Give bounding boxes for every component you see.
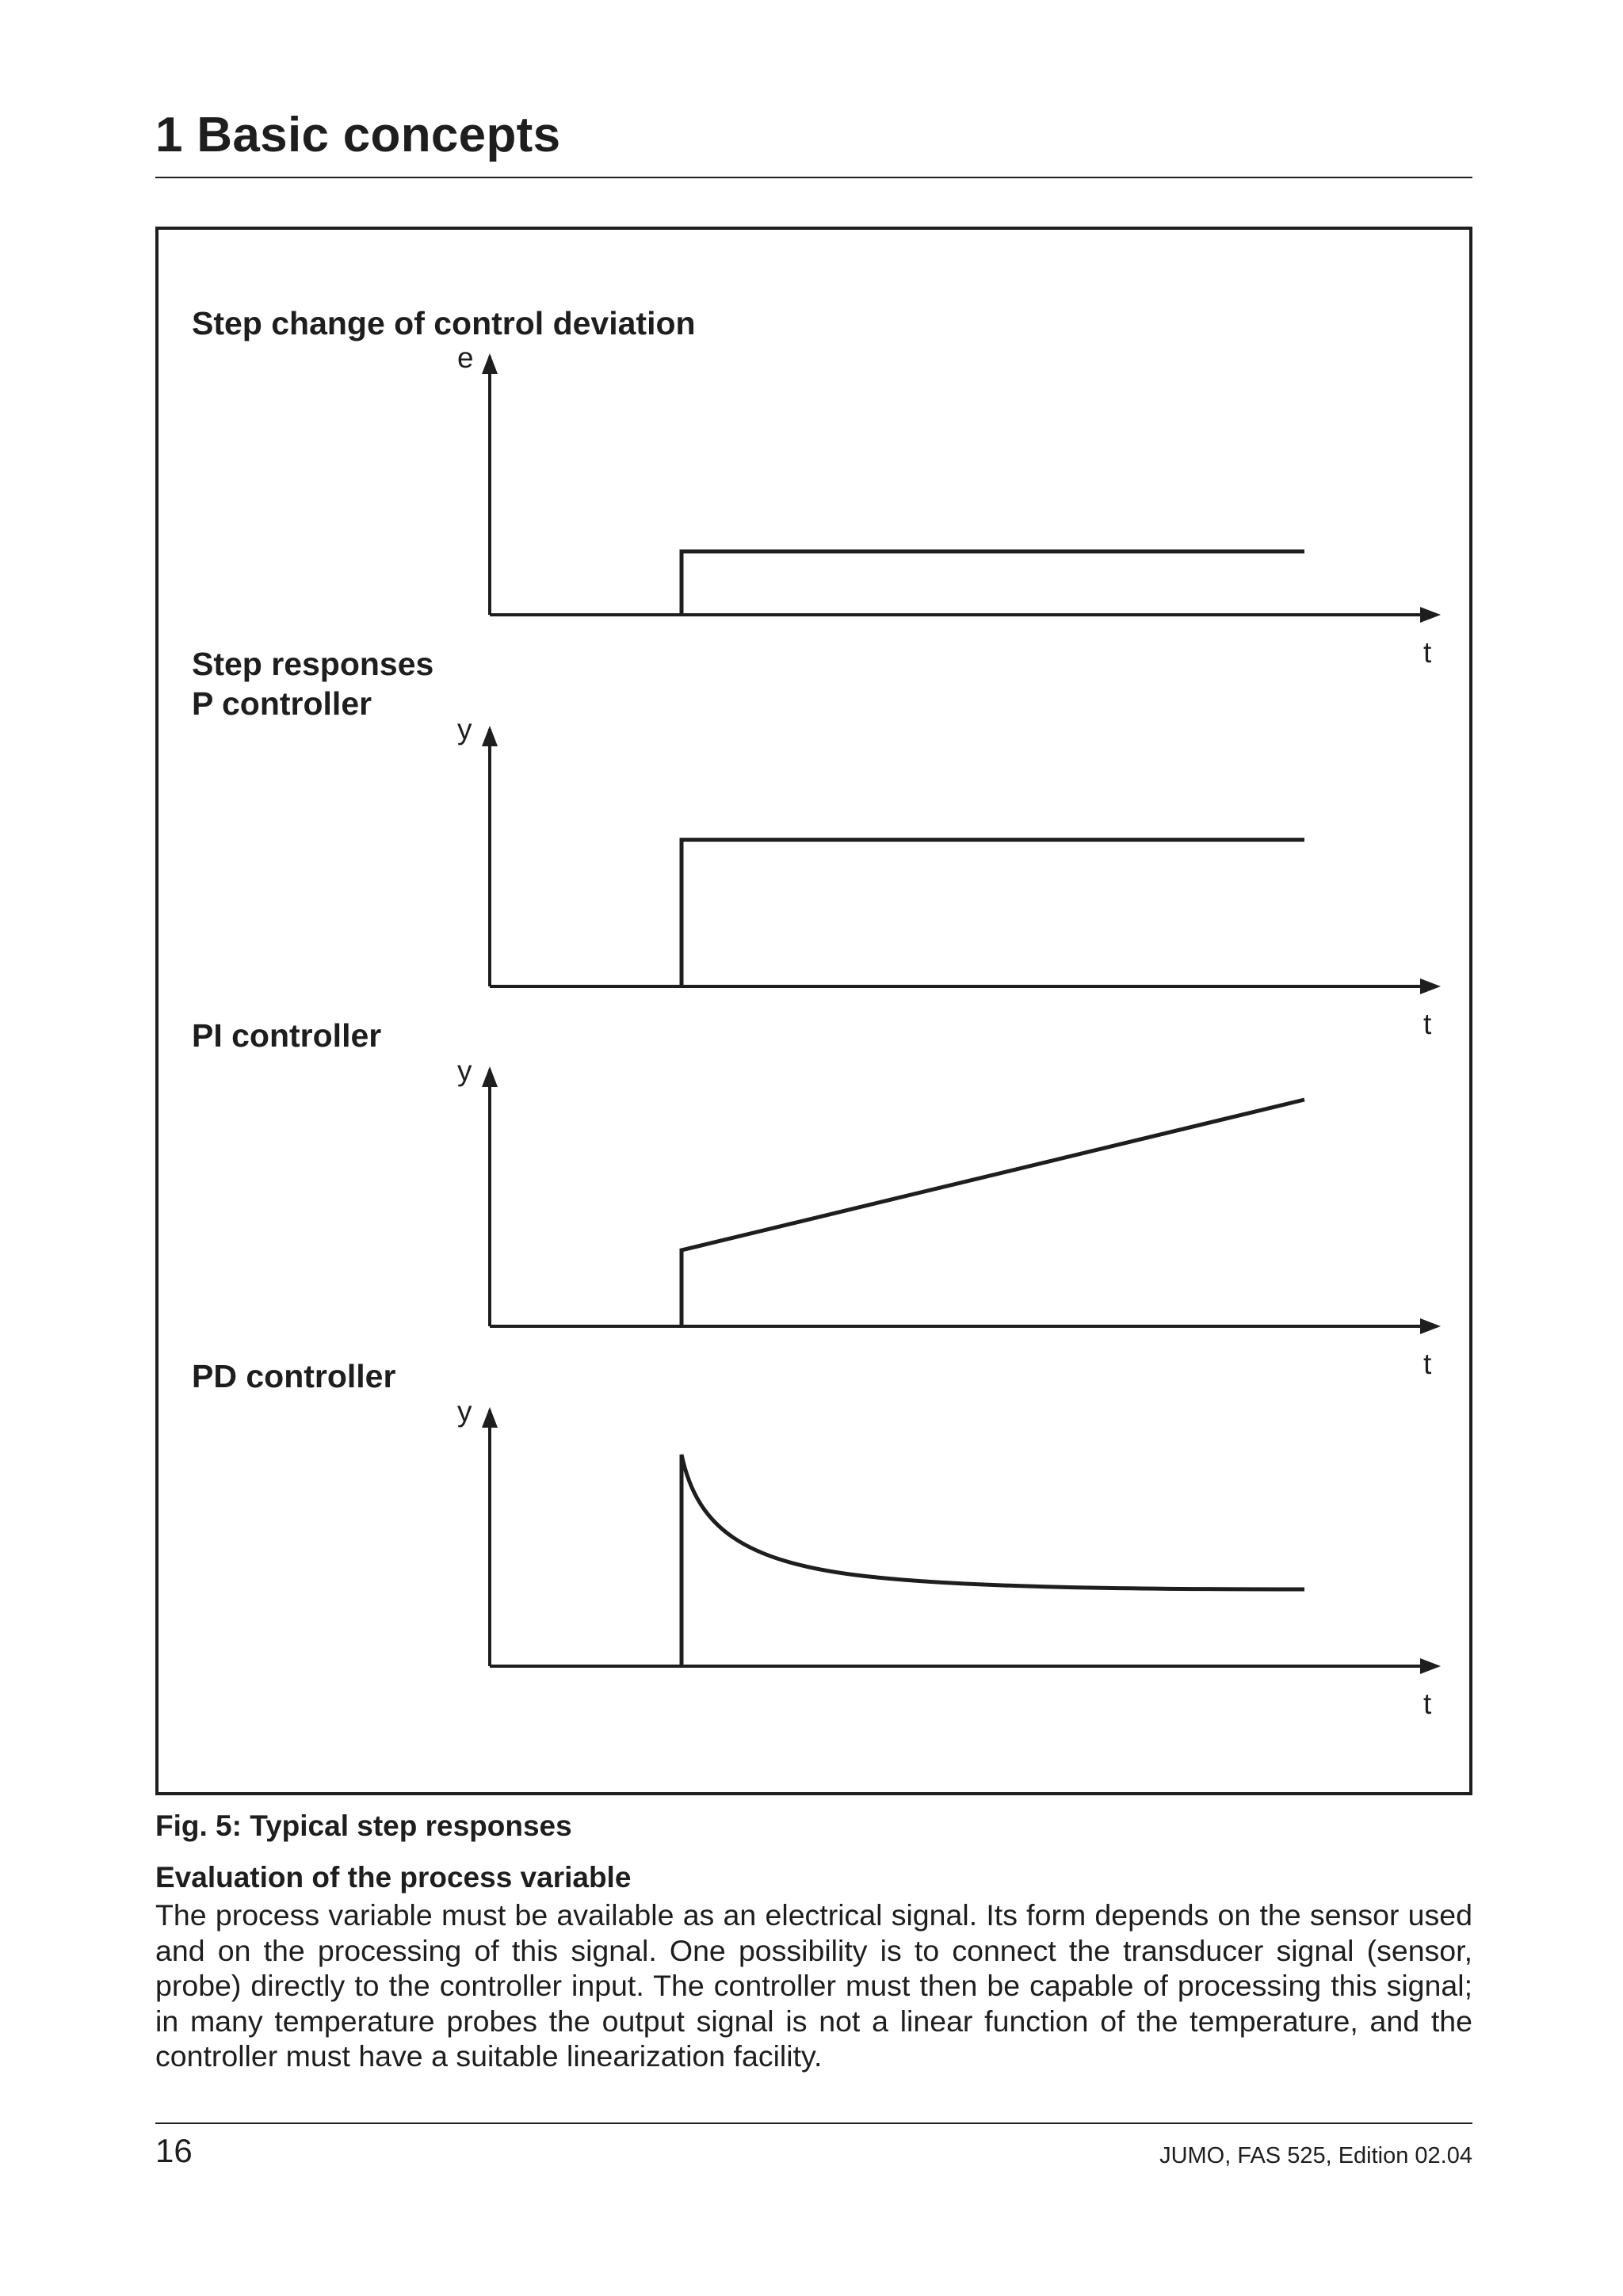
y-axis-arrow — [482, 726, 498, 746]
footer-rule — [155, 2122, 1472, 2124]
body-paragraph: The process variable must be available as an electrical signal. Its form depends on the sensor used and on the processing of this signal. One possibility is to connect the transducer signal (sensor, probe) directly to the controller input. The controller must then be capable of processing this signal; in many temperature probes the output signal is not a linear function of the temperature, and the controller must have a suitable linearization facility. — [155, 1898, 1472, 2073]
step-response-figure — [158, 230, 1469, 1792]
x-axis-arrow — [1420, 607, 1441, 623]
response-curve — [682, 840, 1304, 986]
y-axis-arrow — [482, 353, 498, 374]
y-axis-arrow — [482, 1066, 498, 1087]
y-axis-label: y — [457, 1395, 472, 1428]
panel-p-controller — [192, 646, 1441, 1040]
publication-info: JUMO, FAS 525, Edition 02.04 — [1159, 2143, 1472, 2168]
x-axis-arrow — [1420, 1658, 1441, 1674]
response-curve — [682, 551, 1304, 615]
panel-title: Step responses — [192, 646, 434, 682]
x-axis-label: t — [1423, 1008, 1432, 1040]
chapter-title: 1 Basic concepts — [155, 108, 561, 162]
x-axis-label: t — [1423, 1688, 1432, 1720]
panel-control-deviation — [192, 305, 1441, 669]
y-axis-label: y — [457, 713, 472, 746]
response-curve — [682, 1100, 1304, 1326]
panel-subtitle: P controller — [192, 685, 372, 722]
figure-frame — [155, 227, 1472, 1795]
response-curve — [682, 1455, 1304, 1666]
x-axis-label: t — [1423, 1348, 1432, 1380]
x-axis-label: t — [1423, 636, 1432, 669]
figure-caption: Fig. 5: Typical step responses — [155, 1810, 572, 1842]
panel-title: PD controller — [192, 1358, 396, 1394]
y-axis-label: e — [457, 341, 474, 374]
panel-pd-controller — [192, 1358, 1441, 1720]
x-axis-arrow — [1420, 978, 1441, 994]
title-rule — [155, 177, 1472, 178]
x-axis-arrow — [1420, 1318, 1441, 1334]
panel-pi-controller — [192, 1017, 1441, 1380]
panel-title: PI controller — [192, 1017, 382, 1054]
panel-title: Step change of control deviation — [192, 305, 696, 341]
section-heading: Evaluation of the process variable — [155, 1861, 632, 1894]
y-axis-arrow — [482, 1407, 498, 1428]
y-axis-label: y — [457, 1055, 472, 1087]
page-number: 16 — [155, 2132, 193, 2169]
